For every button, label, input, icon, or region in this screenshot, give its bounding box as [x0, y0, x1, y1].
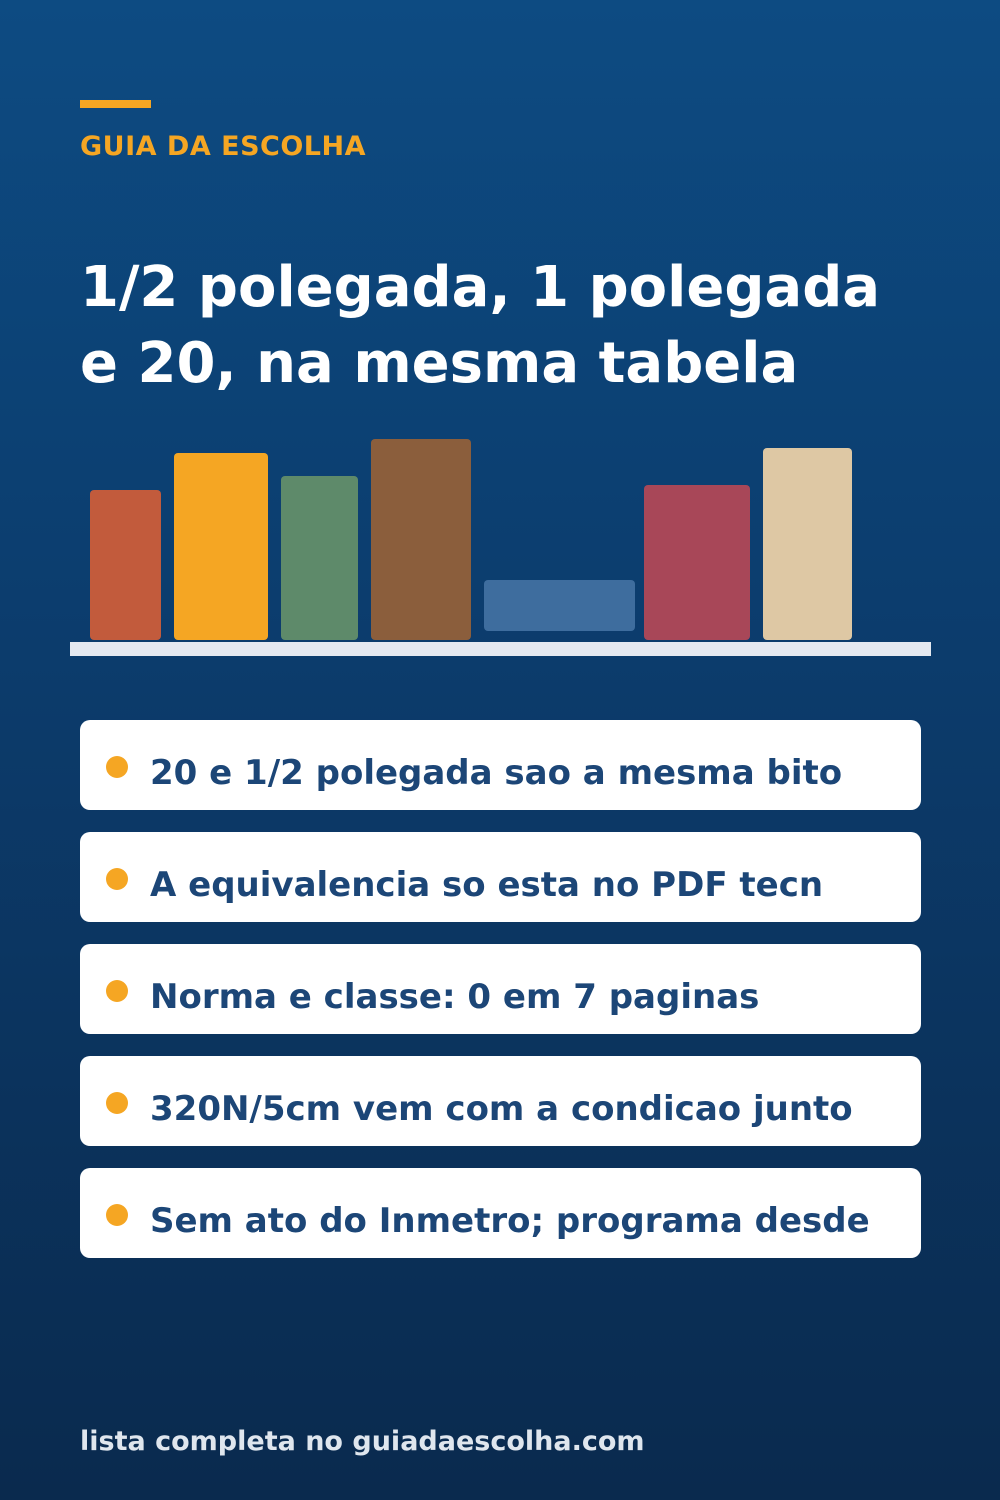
book-4 [371, 439, 471, 640]
bullet-dot-icon [106, 1092, 128, 1114]
page-title [80, 250, 940, 402]
book-1 [90, 490, 161, 640]
list-item [80, 1056, 921, 1146]
list-item-text: 320N/5cm vem com a condicao junto [150, 1089, 853, 1129]
list-item-text: 20 e 1/2 polegada sao a mesma bito [150, 753, 843, 793]
list-item-text: A equivalencia so esta no PDF tecn [150, 865, 824, 905]
book-5-lying [484, 580, 635, 631]
bullet-dot-icon [106, 1204, 128, 1226]
list-item-text: Sem ato do Inmetro; programa desde [150, 1201, 870, 1241]
feature-list [80, 720, 921, 1280]
book-6 [644, 485, 750, 640]
bullet-dot-icon [106, 756, 128, 778]
list-item [80, 944, 921, 1034]
list-item [80, 832, 921, 922]
accent-line [80, 100, 151, 108]
bullet-dot-icon [106, 980, 128, 1002]
title-line-1: 1/2 polegada, 1 polegada [80, 255, 881, 320]
shelf [70, 642, 931, 656]
list-item-text: Norma e classe: 0 em 7 paginas [150, 977, 760, 1017]
bullet-dot-icon [106, 868, 128, 890]
list-item [80, 1168, 921, 1258]
brand-label: GUIA DA ESCOLHA [80, 131, 366, 162]
book-2 [174, 453, 268, 640]
book-7 [763, 448, 852, 640]
book-3 [281, 476, 358, 640]
list-item [80, 720, 921, 810]
title-line-2: e 20, na mesma tabela [80, 331, 799, 396]
footer-link-text: lista completa no guiadaescolha.com [80, 1426, 645, 1457]
